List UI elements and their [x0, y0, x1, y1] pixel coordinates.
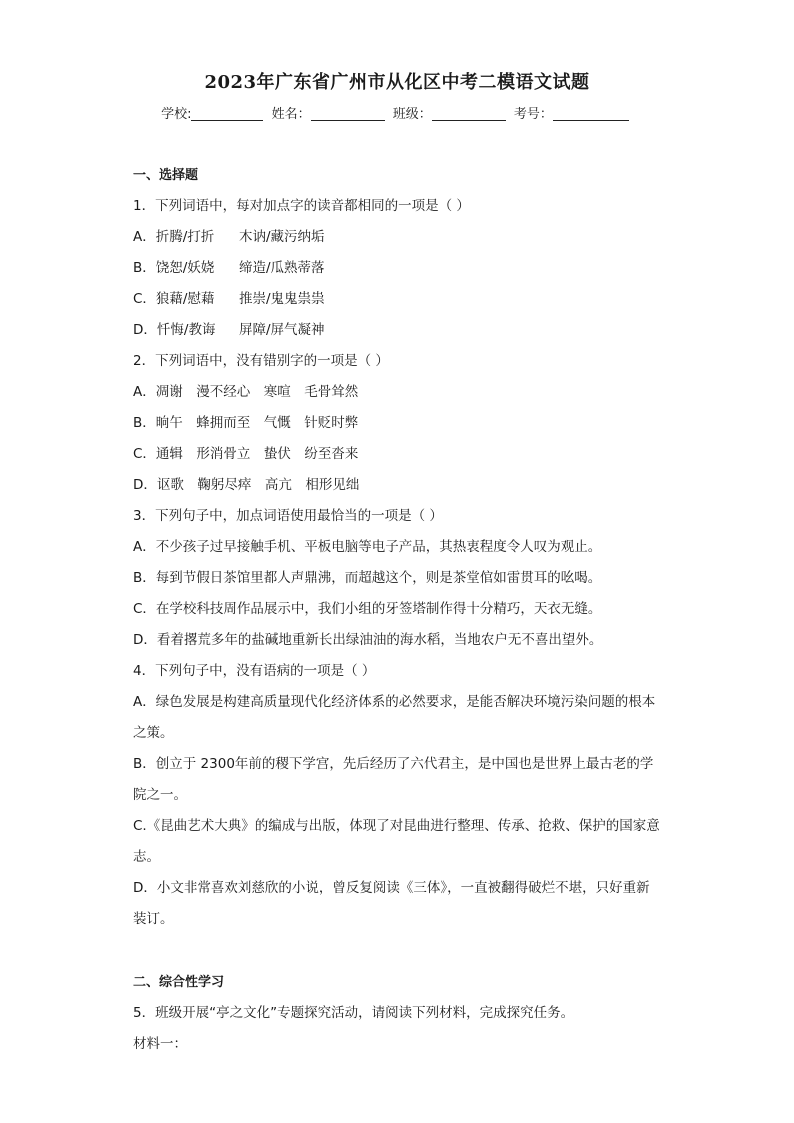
question-1-option-d: [133, 315, 663, 346]
name-blank[interactable]: [311, 106, 385, 121]
question-2-option-d: D．讴歌 鞠躬尽瘁 高亢 相形见绌: [133, 477, 360, 493]
section-heading-choice: 一、选择题: [133, 168, 199, 183]
question-2-option-a: A．凋谢 漫不经心 寒喧 毛骨耸然: [133, 384, 359, 400]
question-4-option-b: B．创立于 2300年前的稷下学宫，先后经历了六代君主，是中国也是世界上最古老的学院之一。: [133, 756, 654, 803]
question-1-option-b: [133, 253, 663, 284]
exam-content: [133, 160, 663, 1060]
question-3-option-d: D．看着撂荒多年的盐碱地重新长出绿油油的海水稻，当地农户无不喜出望外。: [133, 632, 603, 648]
exam-number-label: 考号：: [513, 107, 553, 122]
option-a-word-2: 木讷/藏污纳垢: [239, 229, 325, 245]
question-3-stem: 3．下列句子中，加点词语使用最恰当的一项是（ ）: [133, 508, 443, 524]
question-4-option-d: D．小文非常喜欢刘慈欣的小说，曾反复阅读《三体》，一直被翻得破烂不堪，只好重新装订。: [133, 880, 650, 927]
option-c-word-1: C．狼藉/慰藉: [133, 291, 215, 307]
question-2-option-b: B．晌午 蜂拥而至 气慨 针贬时弊: [133, 415, 359, 431]
question-1-stem: 1．下列词语中，每对加点字的读音都相同的一项是（ ）: [133, 198, 470, 214]
question-5-stem: 5．班级开展“亭之文化”专题探究活动，请阅读下列材料，完成探究任务。: [133, 1005, 575, 1021]
option-d-word-2: 屏障/屏气凝神: [239, 322, 325, 338]
school-blank[interactable]: [191, 106, 263, 121]
question-3-option-b: B．每到节假日茶馆里都人声鼎沸，而超越这个，则是茶堂倌如雷贯耳的吆喝。: [133, 570, 602, 586]
class-blank[interactable]: [432, 106, 506, 121]
option-b-word-2: 缔造/瓜熟蒂落: [239, 260, 325, 276]
question-1-option-c: [133, 284, 663, 315]
option-c-word-2: 推崇/鬼鬼祟祟: [239, 291, 325, 307]
section-heading-comprehensive: 二、综合性学习: [133, 975, 225, 990]
material-one-label: 材料一：: [133, 1036, 187, 1052]
question-4-option-c: C.《昆曲艺术大典》的编成与出版，体现了对昆曲进行整理、传承、抢救、保护的国家意志。: [133, 818, 660, 865]
exam-title: 2023年广东省广州市从化区中考二模语文试题: [204, 72, 590, 93]
option-d-word-1: D．忏悔/教诲: [133, 322, 216, 338]
exam-number-blank[interactable]: [553, 106, 629, 121]
option-a-word-1: A．折腾/打折: [133, 229, 215, 245]
question-1-option-a: [133, 222, 663, 253]
question-2-stem: 2．下列词语中，没有错别字的一项是（ ）: [133, 353, 389, 369]
name-label: 姓名：: [271, 107, 311, 122]
class-label: 班级：: [392, 107, 432, 122]
option-b-word-1: B．饶恕/妖娆: [133, 260, 215, 276]
school-label: 学校:: [161, 107, 192, 122]
student-info-line: [0, 103, 794, 122]
question-4-stem: 4．下列句子中，没有语病的一项是（ ）: [133, 663, 376, 679]
question-3-option-c: C．在学校科技周作品展示中，我们小组的牙签塔制作得十分精巧，天衣无缝。: [133, 601, 602, 617]
question-2-option-c: C．通辑 形消骨立 蛰伏 纷至沓来: [133, 446, 359, 462]
question-4-option-a: A．绿色发展是构建高质量现代化经济体系的必然要求，是能否解决环境污染问题的根本之策。: [133, 694, 656, 741]
question-3-option-a: A．不少孩子过早接触手机、平板电脑等电子产品，其热衷程度令人叹为观止。: [133, 539, 602, 555]
